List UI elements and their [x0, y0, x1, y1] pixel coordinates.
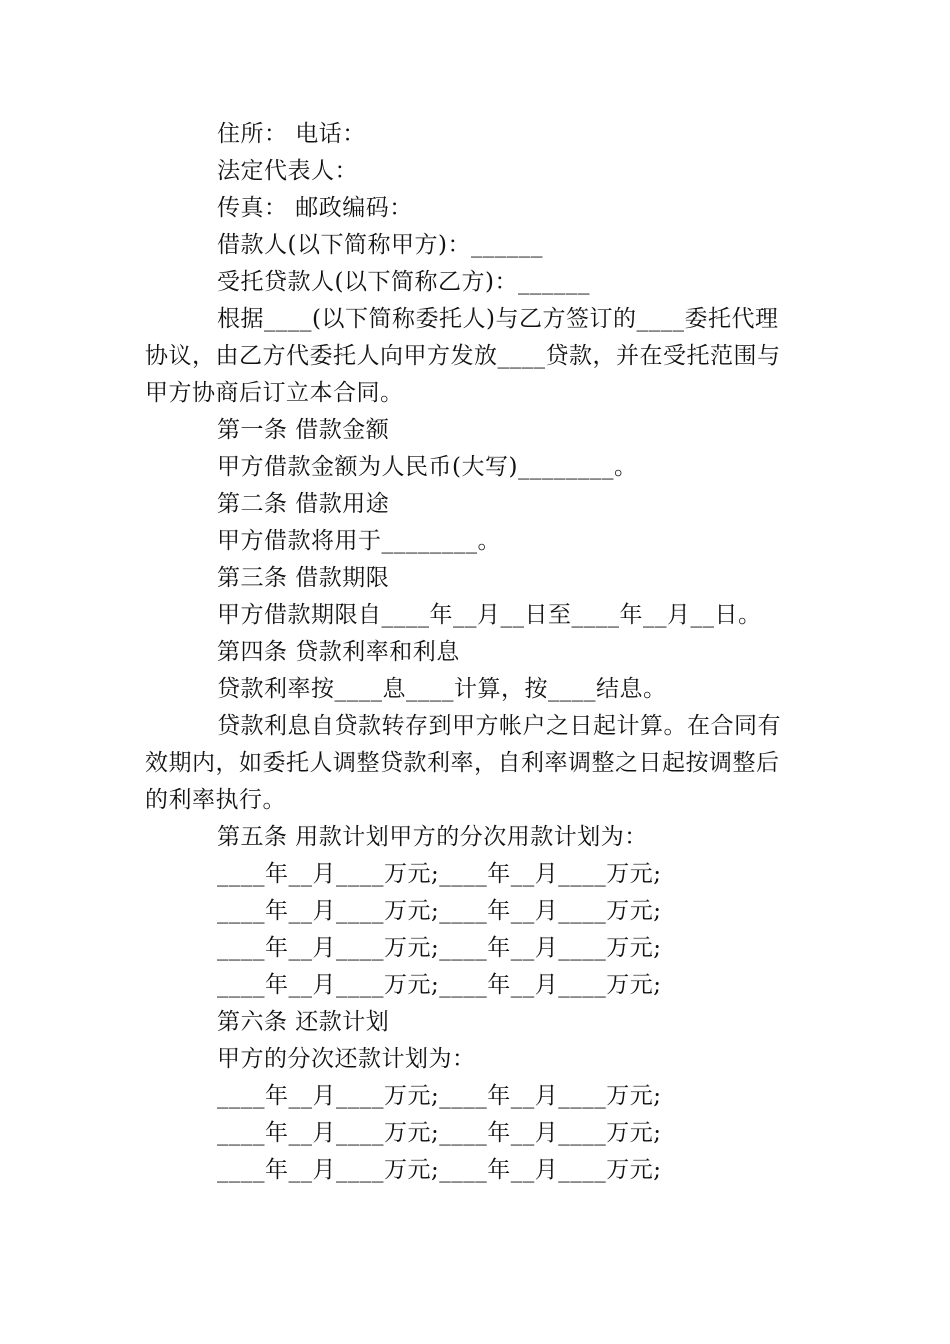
repayment-plan-row: ____年__月____万元;____年__月____万元;	[217, 1083, 662, 1109]
drawdown-plan-row: ____年__月____万元;____年__月____万元;	[217, 898, 662, 924]
article-3-body: 甲方借款期限自____年__月__日至____年__月__日。	[217, 602, 762, 628]
article-2-heading: 第二条 借款用途	[217, 491, 390, 517]
article-4-heading: 第四条 贷款利率和利息	[217, 639, 460, 665]
preamble-paragraph: 根据____(以下简称委托人)与乙方签订的____委托代理协议，由乙方代委托人向甲方发放____贷款，并在受托范围与甲方协商后订立本合同。	[145, 306, 781, 406]
article-5-heading: 第五条 用款计划甲方的分次用款计划为：	[217, 824, 648, 850]
article-6-heading: 第六条 还款计划	[217, 1009, 390, 1035]
address-phone-line: 住所： 电话：	[217, 121, 366, 147]
trustee-lender-line: 受托贷款人(以下简称乙方)：______	[217, 269, 590, 295]
drawdown-plan-row: ____年__月____万元;____年__月____万元;	[217, 861, 662, 887]
repayment-plan-row: ____年__月____万元;____年__月____万元;	[217, 1157, 662, 1183]
fax-postcode-line: 传真： 邮政编码：	[217, 195, 413, 221]
article-1-heading: 第一条 借款金额	[217, 417, 390, 443]
document-body	[145, 116, 795, 1189]
repayment-plan-row: ____年__月____万元;____年__月____万元;	[217, 1120, 662, 1146]
article-2-body: 甲方借款将用于________。	[217, 528, 501, 554]
drawdown-plan-row: ____年__月____万元;____年__月____万元;	[217, 972, 662, 998]
article-4-body: 贷款利率按____息____计算，按____结息。	[217, 676, 667, 702]
article-3-heading: 第三条 借款期限	[217, 565, 390, 591]
borrower-line: 借款人(以下简称甲方)：______	[217, 232, 543, 258]
article-1-body: 甲方借款金额为人民币(大写)________。	[217, 454, 638, 480]
article-6-body: 甲方的分次还款计划为：	[217, 1046, 476, 1072]
legal-representative-line: 法定代表人：	[217, 158, 358, 184]
article-4-interest-paragraph: 贷款利息自贷款转存到甲方帐户之日起计算。在合同有效期内，如委托人调整贷款利率，自利率调整之日起按调整后的利率执行。	[145, 713, 781, 813]
drawdown-plan-row: ____年__月____万元;____年__月____万元;	[217, 935, 662, 961]
